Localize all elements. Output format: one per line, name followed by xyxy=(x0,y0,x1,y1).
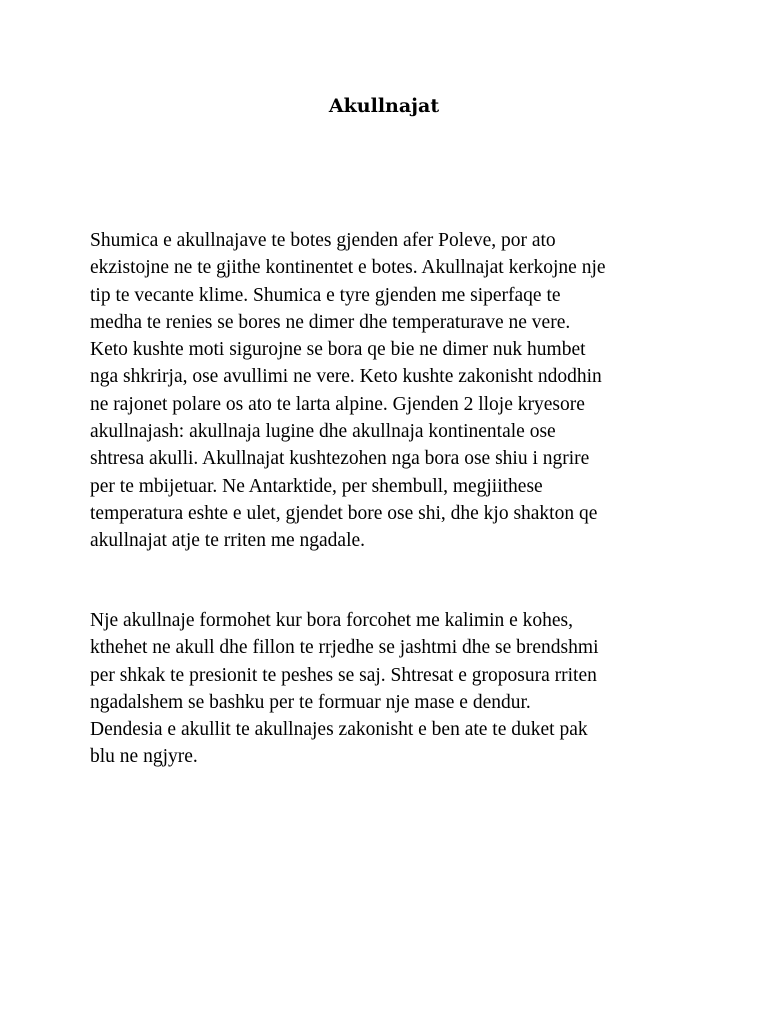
document-title: Akullnajat xyxy=(328,95,440,117)
paragraph-1: Shumica e akullnajave te botes gjenden afer Poleve, por ato ekzistojne ne te gjithe kontinentet e botes. Akullnajat kerkojne nje tip te vecante klime. Shumica e tyre gjenden me siperfaqe te medha te renies se bores ne dimer dhe temperaturave ne vere. Keto kushte moti sigurojne se bora qe bie ne dimer nuk humbet nga shkrirja, ose avullimi ne vere. Keto kushte zakonisht ndodhin ne rajonet polare os ato te larta alpine. Gjenden 2 lloje kryesore akullnajash: akullnaja lugine dhe akullnaja kontinentale ose shtresa akulli. Akullnajat kushtezohen nga bora ose shiu i ngrire per te mbijetuar. Ne Antarktide, per shembull, megjiithese temperatura eshte e ulet, gjendet bore ose shi, dhe kjo shakton qe akullnajat atje te rriten me ngadale. xyxy=(90,230,606,552)
paragraph-2: Nje akullnaje formohet kur bora forcohet me kalimin e kohes, kthehet ne akull dhe fillon te rrjedhe se jashtmi dhe se brendshmi per shkak te presionit te peshes se saj. Shtresat e groposura rriten ngadalshem se bashku per te formuar nje mase e dendur. Dendesia e akullit te akullnajes zakonisht e ben ate te duket pak blu ne ngjyre. xyxy=(90,610,599,768)
